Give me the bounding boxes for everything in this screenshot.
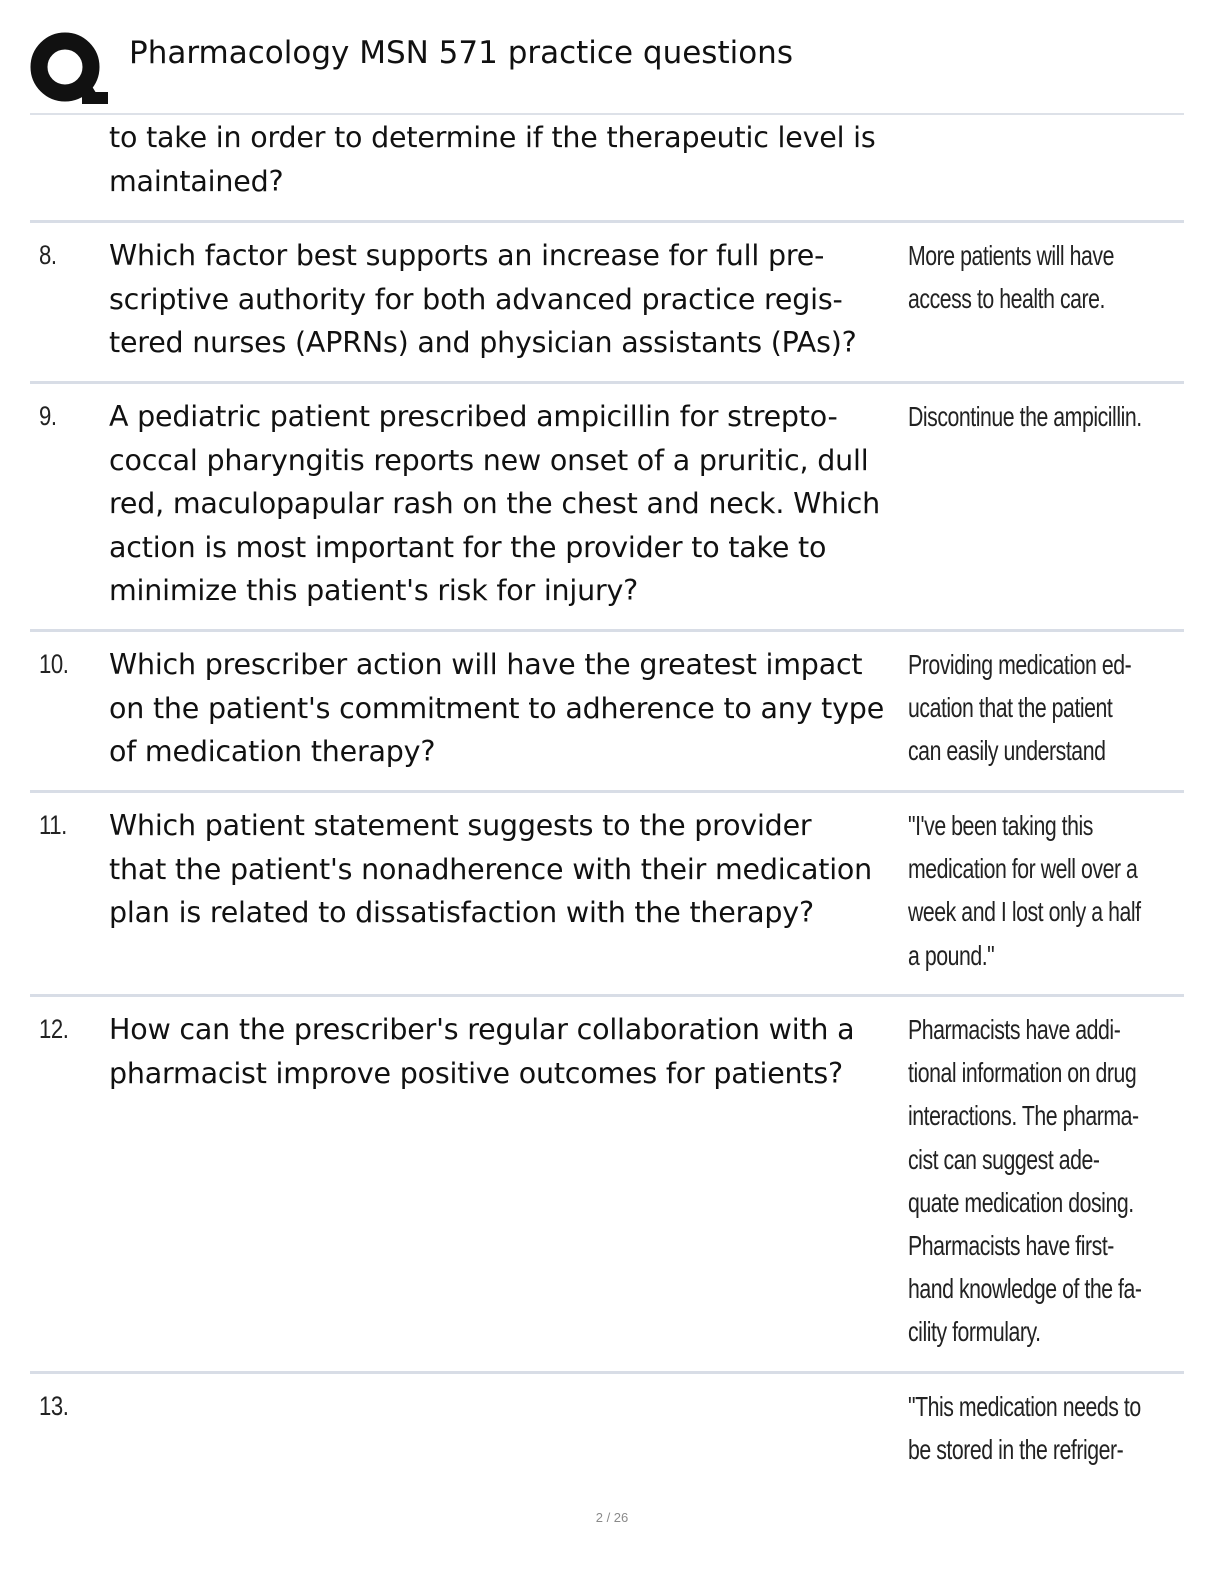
answer-line: can easily understand: [908, 735, 1106, 767]
answer-line: access to health care.: [908, 283, 1105, 315]
question-text: [109, 804, 909, 935]
answer-line: interactions. The pharma-: [908, 1100, 1139, 1132]
answer-line: a pound.": [908, 939, 995, 971]
question-line: plan is related to dissatisfaction with the therapy?: [109, 896, 814, 929]
page-header: [0, 0, 1224, 114]
card-number: 8.: [39, 240, 57, 270]
answer-text: [908, 643, 1208, 773]
question-line: Which patient statement suggests to the provider: [109, 809, 812, 842]
question-line: red, maculopapular rash on the chest and neck. Which: [109, 487, 880, 520]
question-line: maintained?: [109, 164, 284, 198]
quizlet-q-logo-icon: [28, 30, 108, 108]
card-divider: [30, 629, 1184, 632]
card-number: 13.: [39, 1391, 69, 1421]
answer-line: "I've been taking this: [908, 810, 1093, 841]
card-divider: [30, 220, 1184, 223]
card-number: 11.: [39, 810, 67, 840]
question-line: A pediatric patient prescribed ampicillin for strepto-: [109, 400, 838, 433]
answer-text: [908, 395, 1208, 438]
header-divider: [30, 113, 1184, 115]
question-line: of medication therapy?: [109, 735, 436, 768]
answer-text: [908, 1008, 1208, 1354]
question-text: [109, 234, 909, 365]
answer-line: cist can suggest ade-: [908, 1143, 1100, 1175]
answer-line: be stored in the refriger-: [908, 1434, 1124, 1466]
question-line: tered nurses (APRNs) and physician assistants (PAs)?: [109, 326, 857, 359]
answer-line: Discontinue the ampicillin.: [908, 401, 1142, 432]
card-divider: [30, 994, 1184, 997]
question-line: coccal pharyngitis reports new onset of a pruritic, dull: [109, 443, 869, 477]
question-line: scriptive authority for both advanced practice regis-: [109, 282, 843, 316]
answer-line: ucation that the patient: [908, 692, 1113, 724]
card-number: 10.: [39, 649, 69, 679]
question-line: Which prescriber action will have the greatest impact: [109, 648, 863, 681]
question-line: How can the prescriber's regular collaboration with a: [109, 1013, 855, 1046]
answer-text: [908, 804, 1208, 977]
answer-line: More patients will have: [908, 240, 1114, 271]
answer-line: tional information on drug: [908, 1057, 1137, 1089]
question-text: [109, 395, 909, 613]
answer-line: Pharmacists have first-: [908, 1230, 1114, 1262]
card-divider: [30, 1371, 1184, 1374]
continued-question-text: [109, 116, 909, 203]
question-line: minimize this patient's risk for injury?: [109, 574, 639, 607]
answer-line: Pharmacists have addi-: [908, 1014, 1121, 1045]
card-divider: [30, 790, 1184, 793]
answer-line: quate medication dosing.: [908, 1186, 1134, 1218]
answer-line: cility formulary.: [908, 1316, 1041, 1348]
question-line: Which factor best supports an increase for full pre-: [109, 239, 825, 272]
question-line: to take in order to determine if the therapeutic level is: [109, 121, 876, 154]
card-divider: [30, 381, 1184, 384]
answer-line: medication for well over a: [908, 853, 1138, 885]
answer-line: week and I lost only a half: [908, 896, 1141, 928]
question-text: [109, 1008, 909, 1095]
question-line: on the patient's commitment to adherence to any type: [109, 691, 885, 725]
answer-line: hand knowledge of the fa-: [908, 1273, 1142, 1305]
answer-line: Providing medication ed-: [908, 649, 1132, 680]
answer-text: [908, 234, 1208, 320]
card-number: 9.: [39, 401, 57, 431]
answer-line: "This medication needs to: [908, 1391, 1141, 1422]
question-line: that the patient's nonadherence with their medication: [109, 852, 873, 886]
document-title: Pharmacology MSN 571 practice questions: [129, 35, 793, 71]
question-line: pharmacist improve positive outcomes for patients?: [109, 1056, 843, 1090]
card-number: 12.: [39, 1014, 69, 1044]
page-indicator: 2 / 26: [595, 1510, 629, 1525]
question-text: [109, 643, 909, 774]
answer-text: [908, 1385, 1208, 1471]
question-line: action is most important for the provider to take to: [109, 530, 827, 564]
